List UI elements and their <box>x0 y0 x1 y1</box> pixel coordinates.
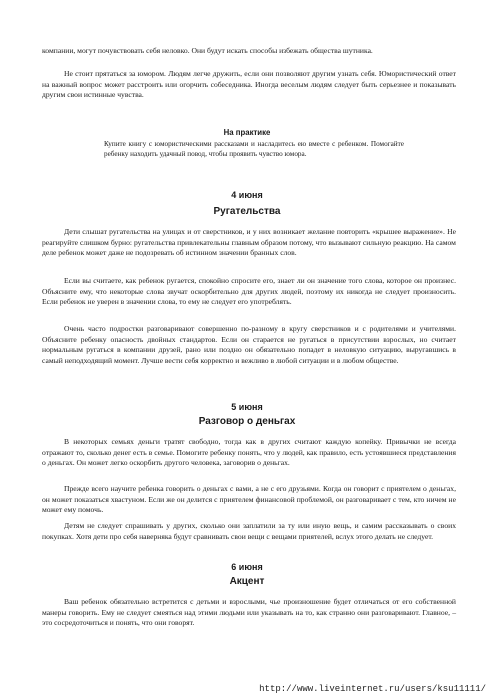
source-url[interactable]: http://www.liveinternet.ru/users/ksu11111/ <box>259 684 486 694</box>
swearing-paragraph-2: Если вы считаете, как ребенок ругается, спокойно спросите его, знает ли он значение того слова, которое он произнес. Объясните ему, что некоторые слова звучат оскорбительно для других людей, поэтому их никогда не следует произносить. Если ребенок не уверен в значении слова, то ему не следует его употреблять. <box>42 276 456 307</box>
intro-paragraph-1: компании, могут почувствовать себя неловко. Они будут искать способы избежать общества шутника. <box>42 46 373 55</box>
money-paragraph-2: Прежде всего научите ребенка говорить о деньгах с вами, а не с его друзьями. Когда он говорит с приятелем о деньгах, он может показаться хвастуном. Если же он делится с приятелем финансовой проблемой, он разговаривает с тем, кто ничем не может ему помочь. <box>42 484 456 515</box>
practice-text: Купите книгу с юмористическими рассказами и насладитесь ею вместе с ребенком. Помогайте ребенку находить удачный повод, чтобы проявить чувство юмора. <box>104 140 404 158</box>
section-title-accent: Акцент <box>229 576 265 587</box>
section-title-money: Разговор о деньгах <box>198 416 296 427</box>
date-heading-june-5: 5 июня <box>231 402 263 412</box>
intro-paragraph-2: Не стоит прятаться за юмором. Людям легче дружить, если они позволяют другим узнать себя. Юмористический ответ на важный вопрос может расстроить или огорчить собеседника. Иногда веселым людям следует быть серьезнее и показывать другим свои истинные чувства. <box>42 69 456 100</box>
money-paragraph-1: В некоторых семьях деньги тратят свободно, тогда как в других считают каждую копейку. Привычки не всегда отражают то, сколько денег есть в семье. Помогите ребенку понять, что у людей, как правило, есть устоявшиеся представления о деньгах. Он может легко оскорбить другого человека, заговорив о деньгах. <box>42 437 456 468</box>
accent-paragraph-1: Ваш ребенок обязательно встретится с детьми и взрослыми, чье произношение будет отличаться от его собственной манеры говорить. Ему не следует смеяться над этими людьми или указывать на то, как странно они разговаривают. Главное, – это сосредоточиться и понять, что они говорят. <box>42 597 456 628</box>
swearing-paragraph-1: Дети слышат ругательства на улицах и от сверстников, и у них возникает желание повторить «крышее выражение». Не реагируйте слишком бурно: ругательства привлекательны главным образом потому, что вызывают сильную реакцию. На самом деле ребенок может даже не подозревать об истинном значении бранных слов. <box>42 227 456 258</box>
swearing-paragraph-3: Очень часто подростки разговаривают совершенно по-разному в кругу сверстников и с родителями и учителями. Объясните ребенку опасность двойных стандартов. Если он старается не ругаться в присутствии взрослых, но считает нормальным ругаться в компании друзей, рано или поздно он обязательно попадет в неловкую ситуацию, выругавшись в самый неподходящий момент. Лучше вести себя корректно и вежливо в любой ситуации и в любом обществе. <box>42 324 456 365</box>
section-title-swearing: Ругательства <box>213 206 281 217</box>
practice-title: На практике <box>223 128 271 137</box>
date-heading-june-4: 4 июня <box>231 190 263 200</box>
money-paragraph-3: Детям не следует спрашивать у других, сколько они заплатили за ту или иную вещь, и самим рассказывать о своих покупках. Хотя дети про себя наверняка будут сравнивать свои вещи с вещами приятелей, вслух этого делать не следует. <box>42 521 456 541</box>
date-heading-june-6: 6 июня <box>231 562 263 572</box>
